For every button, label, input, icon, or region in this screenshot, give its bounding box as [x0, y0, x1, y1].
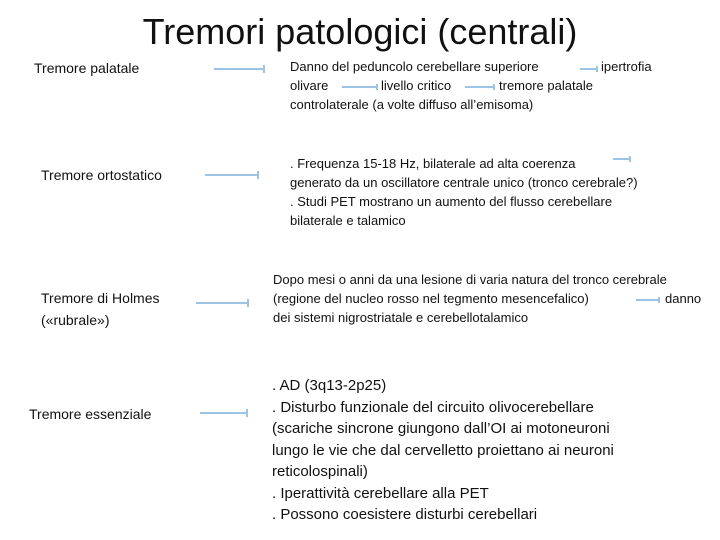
arrow-holmes [196, 302, 248, 304]
desc-line: livello critico [381, 78, 452, 93]
inline-arrow [613, 158, 631, 160]
desc-line: reticolospinali) [272, 463, 368, 480]
desc-line: Danno del peduncolo cerebellare superiore [290, 59, 539, 74]
desc-line: bilaterale e talamico [290, 213, 406, 228]
desc-line: tremore palatale [499, 78, 593, 93]
inline-arrow [636, 299, 660, 301]
label-tremore-ortostatico: Tremore ortostatico [41, 167, 162, 183]
arrow-ortostatico [205, 174, 258, 176]
arrow-palatale [214, 68, 264, 70]
desc-line: olivare [290, 78, 329, 93]
label-tremore-holmes: Tremore di Holmes [41, 290, 160, 306]
desc-line: . Studi PET mostrano un aumento del flusso cerebellare [290, 194, 613, 209]
desc-line: . Possono coesistere disturbi cerebellari [272, 506, 538, 523]
desc-line: ipertrofia [601, 59, 652, 74]
slide-title: Tremori patologici (centrali) [142, 11, 578, 52]
desc-line: . AD (3q13-2p25) [272, 377, 387, 394]
desc-line: . Frequenza 15-18 Hz, bilaterale ad alta coerenza [290, 156, 576, 171]
label-tremore-holmes-alias: («rubrale») [41, 312, 110, 328]
desc-line: Dopo mesi o anni da una lesione di varia natura del tronco cerebrale [273, 272, 667, 287]
desc-line: generato da un oscillatore centrale unico (tronco cerebrale?) [290, 175, 638, 190]
inline-arrow [342, 86, 378, 88]
desc-line: . Iperattività cerebellare alla PET [272, 484, 489, 502]
label-tremore-essenziale: Tremore essenziale [29, 406, 152, 422]
inline-arrow [580, 68, 598, 70]
desc-line: . Disturbo funzionale del circuito olivocerebellare [272, 398, 594, 416]
desc-line: dei sistemi nigrostriatale e cerebellotalamico [273, 310, 529, 325]
desc-line: danno [665, 291, 702, 306]
label-tremore-palatale: Tremore palatale [34, 60, 140, 76]
desc-line: (scariche sincrone giungono dall’OI ai motoneuroni [272, 420, 610, 437]
inline-arrow [465, 86, 495, 88]
desc-line: lungo le vie che dal cervelletto proiettano ai neuroni [272, 441, 614, 459]
arrow-essenziale [200, 412, 247, 414]
desc-line: (regione del nucleo rosso nel tegmento mesencefalico) [273, 291, 589, 306]
desc-line: controlaterale (a volte diffuso all’emisoma) [290, 97, 534, 112]
